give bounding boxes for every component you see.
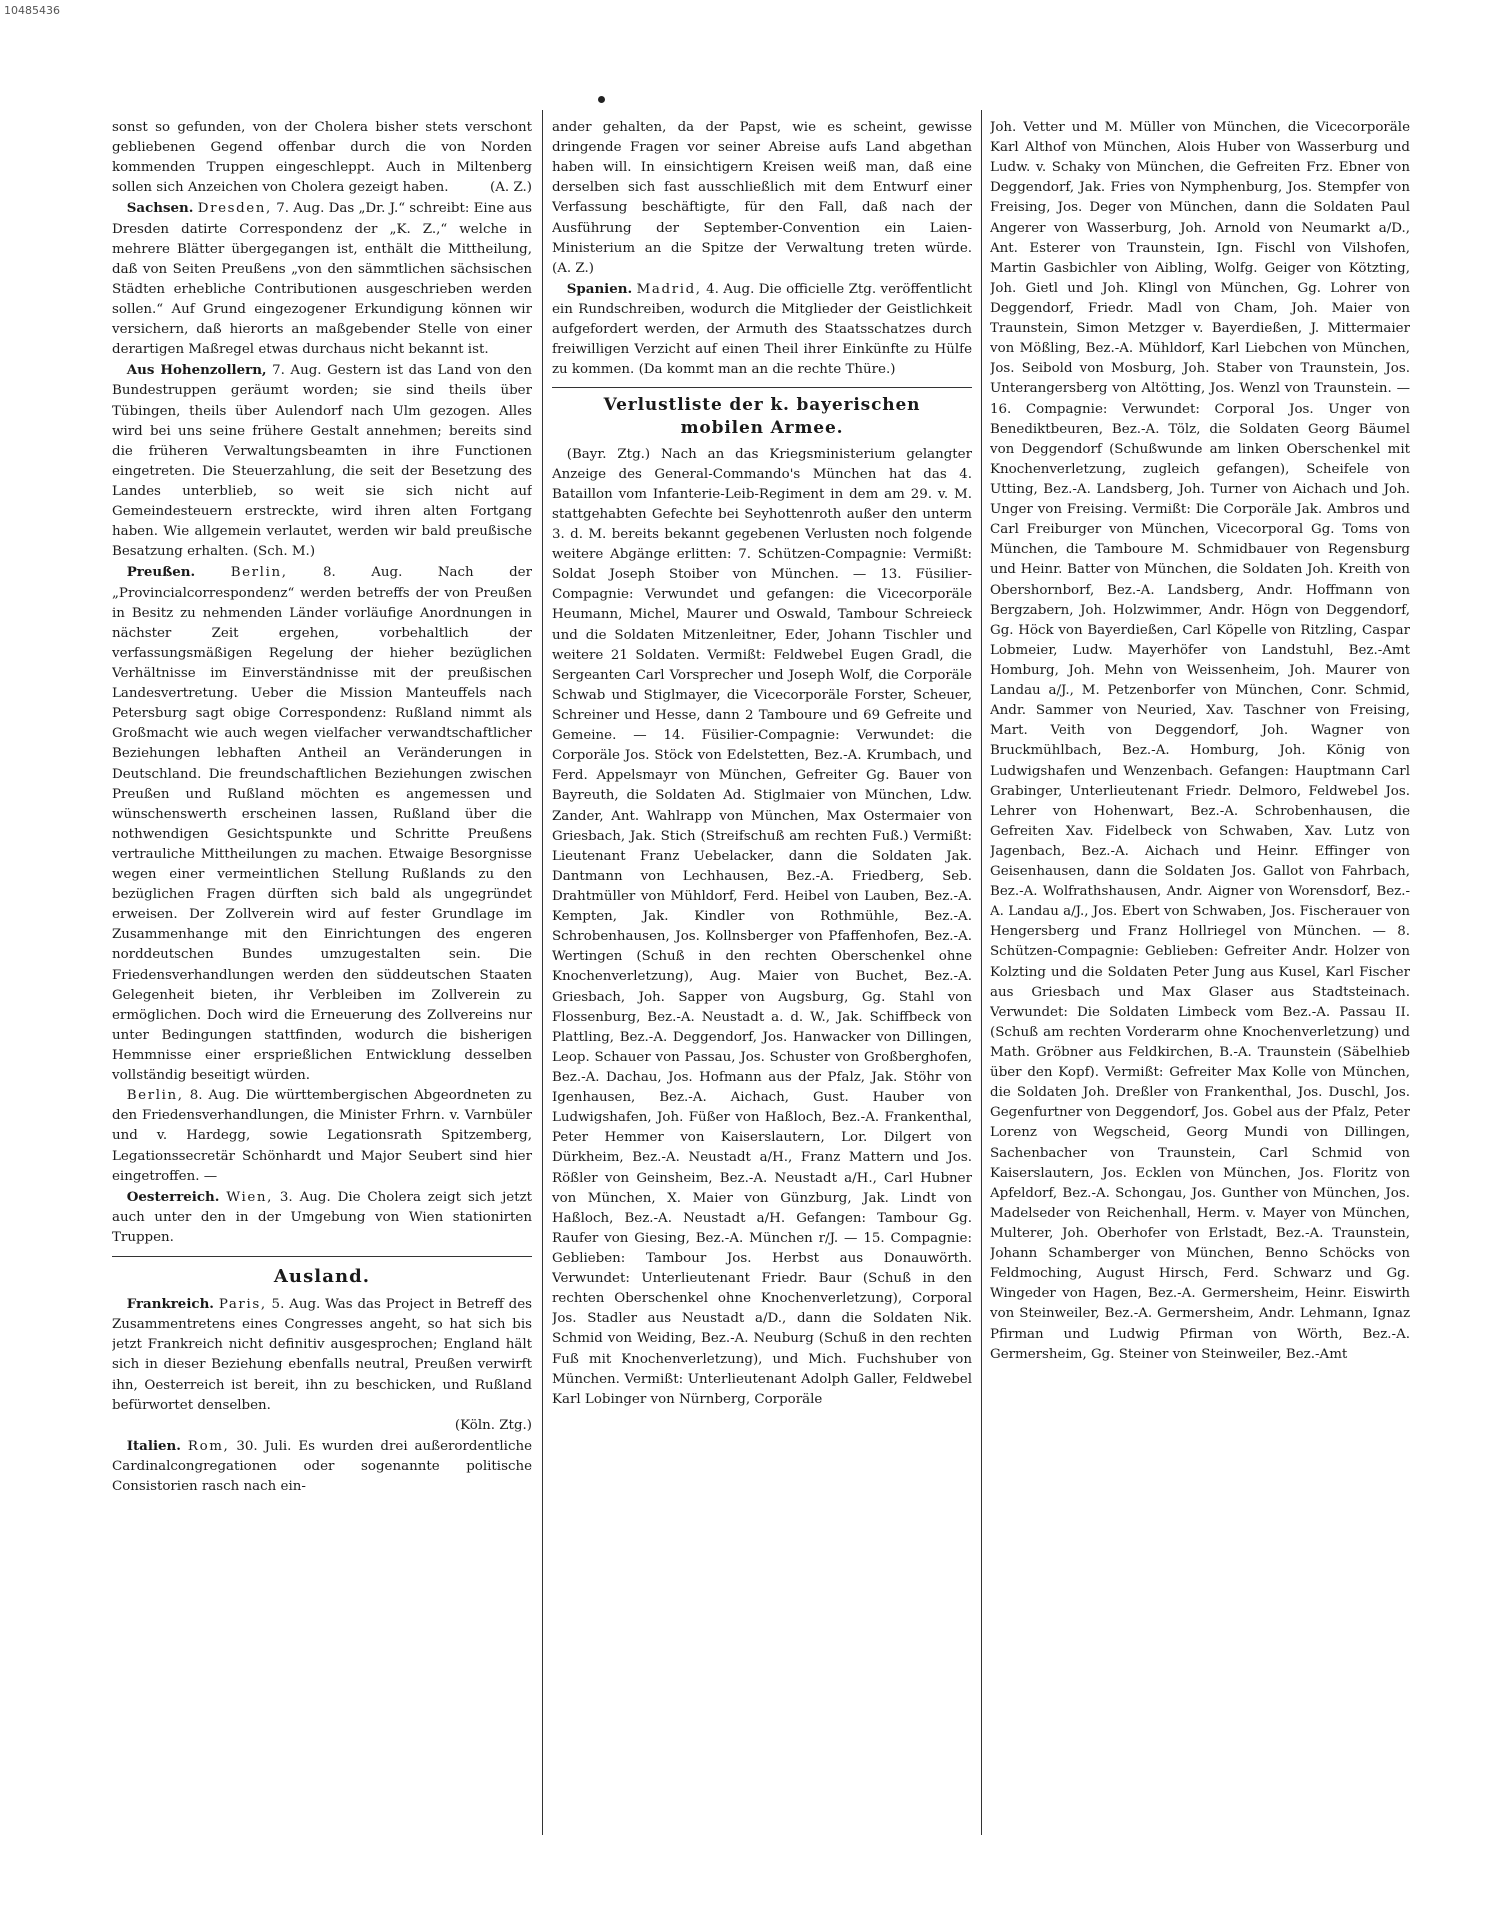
text-body: Joh. Vetter und M. Müller von München, die Vicecorporäle Karl Althof von München, Alois Huber von Wasserburg und Ludw. v. Schaky von München, die Gefreiten Frz. Ebner von Deggendorf, Jak. Fries von Nymphenburg, Jos. Stempfer von Freising, Jos. Deger von München, dann die Soldaten Paul Angerer von Wasserburg, Joh. Arnold von Neumarkt a/D., Ant. Esterer von Traunstein, Ign. Fischl von Vilshofen, Martin Gasbichler von Aibling, Wolfg. Geiger von Kötzting, Joh. Gietl und Joh. Klingl von München, Gg. Lohrer von Deggendorf, Friedr. Madl von Cham, Joh. Maier von Traunstein, Simon Metzger v. Bayerdießen, J. Mittermaier von Mößling, Bez.-A. Mühldorf, Karl Liebchen von München, Jos. Seibold von Mosburg, Joh. Staber von Traunstein, Jos. Unterangersberg von Altötting, Jos. Wenzl von Traunstein. — 16. Compagnie: Verwundet: Corporal Jos. Unger von Benediktbeuren, Bez.-A. Tölz, die Soldaten Georg Bäumel von Deggendorf (Schußwunde am linken Oberschenkel mit Knochenverletzung, zugleich gefangen), Scheifele von Utting, Bez.-A. Landsberg, Joh. Turner von Aichach und Joh. Unger von Freising. Vermißt: Die Corporäle Jak. Ambros und Carl Freiburger von München, Vicecorporal Gg. Toms von München, die Tamboure M. Schmidbauer von Regensburg und Heinr. Batter von München, die Soldaten Joh. Kreith von Obershornborf, Bez.-A. Landsberg, Andr. Hoffmann von Bergzabern, Joh. Holzwimmer, Andr. Högn von Deggendorf, Gg. Höck von Bayerdießen, Carl Köpelle von Ritzling, Caspar Lobmeier, Ludw. Mayerhöfer von Landstuhl, Bez.-Amt Homburg, Joh. Mehn von Weissenheim, Joh. Maurer von Landau a/J., M. Petzenborfer von München, Conr. Schmid, Andr. Sammer von Neuried, Xav. Taschner von Freising, Mart. Veith von Deggendorf, Joh. Wagner von Bruckmühlbach, Bez.-A. Homburg, Joh. König von Ludwigshafen und Wenzenbach. Gefangen: Hauptmann Carl Grabinger, Unterlieutenant Friedr. Delmoro, Feldwebel Jos. Lehrer von Hohenwart, Bez.-A. Schrobenhausen, die Gefreiten Xav. Fidelbeck von Schwaben, Xav. Lutz von Jagenbach, Bez.-A. Aichach und Heinr. Effinger von Geisenhausen, dann die Soldaten Jos. Gallot von Fahrbach, Bez.-A. Wolfrathshausen, Andr. Aigner von Worensdorf, Bez.-A. Landau a/J., Jos. Ebert von Schwaben, Jos. Fischerauer von Hengersberg und Franz Hollriegel von München. — 8. Schützen-Compagnie: Geblieben: Gefreiter Andr. Holzer von Kolzting und die Soldaten Peter Jung aus Kusel, Karl Fischer aus Griesbach und Max Glaser aus Stadtsteinach. Verwundet: Die Soldaten Limbeck vom Bez.-A. Passau II. (Schuß am rechten Vorderarm ohne Knochenverletzung) und Math. Gröbner aus Feldkirchen, B.-A. Traunstein (Säbelhieb über den Kopf). Vermißt: Gefreiter Max Kolle von München, die Soldaten Joh. Dreßler von Frankenthal, Jos. Duschl, Jos. Gegenfurtner von Deggendorf, Jos. Gobel aus der Pfalz, Peter Lorenz von Wegscheid, Georg Mundi von Dillingen, Sachenbacher von Traunstein, Carl Schmid von Kaiserslautern, Jos. Ecklen von München, Jos. Floritz von Apfeldorf, Bez.-A. Schongau, Jos. Gunther von München, Jos. Madelseder von Reichenhall, Herm. v. Mayer von München, Multerer, Joh. Oberhofer von Erlstadt, Bez.-A. Traunstein, Johann Schamberger von München, Benno Schöcks von Feldmoching, August Hirsch, Ferd. Schwarz und Gg. Wingeder von Hagen, Bez.-A. Germersheim, Heinr. Eiswirth von Steinweiler, Bez.-A. Germersheim, Andr. Lehmann, Ignaz Pfirman und Ludwig Pfirman von Wörth, Bez.-A. Germersheim, Gg. Steiner von Steinweiler, Bez.-Amt xyxy=(990,120,1410,1362)
article-frankreich xyxy=(112,1294,532,1436)
article-text xyxy=(112,198,532,360)
article-cholera-end xyxy=(112,118,532,198)
text-body: 5. Aug. Was das Project in Betreff des Zusammentretens eines Congresses angeht, so hat sich bis jetzt Frankreich nicht definitiv ausgesprochen; England hält sich in dieser Beziehung ebenfalls neutral, Preußen verwirft ihn, Oesterreich ist bereit, ihn zu beschicken, und Rußland befürwortet denselben. xyxy=(112,1297,532,1413)
source-credit: (A. Z.) xyxy=(552,260,594,276)
article-lead: Aus Hohenzollern, xyxy=(126,362,267,379)
column-rule-1 xyxy=(542,110,543,1835)
article-text xyxy=(112,1436,532,1497)
source-credit: (Köln. Ztg.) xyxy=(454,1417,532,1433)
article-lead: Frankreich. xyxy=(126,1296,214,1313)
article-text xyxy=(112,562,532,1086)
column-2 xyxy=(552,118,972,1838)
page-ornament-dot xyxy=(598,96,605,103)
text-body: ander gehalten, da der Papst, wie es scheint, gewisse dringende Fragen vor seiner Abreise aufs Land abgethan haben will. In einsichtigern Kreisen weiß man, daß eine derselben sich fast ausschließlich mit dem Entwurf einer Verfassung beschäftigte, für den Fall, daß nach der Ausführung der September-Convention ein Laien-Ministerium an die Spitze der Verwaltung treten würde. xyxy=(552,120,972,256)
dateline-place: Wien, xyxy=(226,1189,273,1205)
text-body: 30. Juli. Es wurden drei außerordentliche Cardinalcongregationen oder sogenannte politische Consistorien rasch nach ein- xyxy=(112,1438,532,1495)
article-lead: Italien. xyxy=(126,1437,181,1454)
dateline-place: Berlin, xyxy=(126,1088,184,1104)
article-text xyxy=(112,1416,532,1436)
column-1 xyxy=(112,118,532,1838)
casualty-list xyxy=(552,445,972,1410)
casualty-list-heading xyxy=(552,394,972,438)
article-text xyxy=(112,360,532,562)
text-body: 3. Aug. Die Cholera zeigt sich jetzt auch unter den in der Umgebung von Wien stationirten Truppen. xyxy=(112,1189,532,1246)
casualty-list-continued xyxy=(990,118,1410,1365)
section-divider xyxy=(112,1256,532,1257)
column-rule-2 xyxy=(981,110,982,1835)
article-lead: Sachsen. xyxy=(126,200,194,217)
text-body: 4. Aug. Die officielle Ztg. veröffentlicht ein Rundschreiben, wodurch die Mitglieder der Geistlichkeit aufgefordert werden, der Armuth des Staatsschatzes durch freiwilligen Verzicht auf einen Theil ihrer Einkünfte zu Hülfe zu kommen. (Da kommt man an die rechte Thüre.) xyxy=(552,281,972,378)
text-body: sonst so gefunden, von der Cholera bisher stets verschont gebliebenen Gegend offenbar durch die von Norden kommenden Truppen eingeschleppt. Auch in Miltenberg sollen sich Anzeichen von Cholera gezeigt haben. xyxy=(112,120,532,196)
heading-line: Verlustliste der k. bayerischen xyxy=(603,395,921,416)
article-italien xyxy=(112,1436,532,1497)
page-id-stamp: 10485436 xyxy=(4,4,60,17)
dateline-place: Berlin, xyxy=(230,565,288,581)
source-credit: (Sch. M.) xyxy=(252,544,316,560)
article-lead: Oesterreich. xyxy=(126,1188,220,1205)
article-text xyxy=(552,118,972,279)
article-sachsen xyxy=(112,198,532,360)
article-oesterreich xyxy=(112,1187,532,1248)
text-body: 7. Aug. Gestern ist das Land von den Bundestruppen geräumt worden; sie sind theils über Tübingen, theils über Aulendorf nach Ulm gezogen. Alles wird bei uns seine frühere Gestalt annehmen; bereits sind die früheren Verwaltungsbeamten in ihre Functionen eingetreten. Die Steuerzahlung, die seit der Besetzung des Landes unterblieb, so weit sie sich nicht auf Gemeindesteuern erstreckte, wird ihren alten Fortgang haben. Wie allgemein verlautet, werden wir bald preußische Besatzung erhalten. xyxy=(112,363,532,560)
heading-line: mobilen Armee. xyxy=(680,417,844,438)
article-text xyxy=(112,1086,532,1187)
text-body: 8. Aug. Die württembergischen Abgeordneten zu den Friedensverhandlungen, die Minister Frhrn. v. Varnbüler und v. Hardegg, sowie Legationsrath Spitzemberg, Legationssecretär Schönhardt und Major Seubert sind hier eingetroffen. — xyxy=(112,1088,532,1184)
source-credit: (A. Z.) xyxy=(490,180,532,196)
article-spanien xyxy=(552,279,972,381)
article-lead: Preußen. xyxy=(126,564,196,581)
section-divider xyxy=(552,387,972,388)
article-text xyxy=(112,118,532,198)
article-text xyxy=(112,1294,532,1416)
text-body: 8. Aug. Nach der „Provincialcorrespondenz“ werden betreffs der von Preußen in Besitz zu nehmenden Länder vorläufige Anordnungen in nächster Zeit ergehen, vorbehaltlich der verfassungsmäßigen Regelung der hieher bezüglichen Verhältnisse im Einverständnisse mit der preußischen Landesvertretung. Ueber die Mission Manteuffels nach Petersburg sagt obige Correspondenz: Rußland nimmt als Großmacht wie auch wegen vielfacher verwandtschaftlicher Beziehungen lebhaften Antheil an Veränderungen in Deutschland. Die freundschaftlichen Beziehungen zwischen Preußen und Rußland möchten es angemessen und wünschenswerth erscheinen lassen, Rußland über die nothwendigen Gesichtspunkte und Schritte Preußens vertrauliche Mittheilungen zu machen. Etwaige Besorgnisse wegen einer vermeintlichen Stellung Rußlands zu den bezüglichen Fragen dürften sich bald als ungegründet erweisen. Der Zollverein wird auf fester Grundlage im Zusammenhange mit den Einrichtungen des engeren norddeutschen Bundes umzugestalten sein. Die Friedensverhandlungen werden den süddeutschen Staaten Gelegenheit bieten, ihr Verbleiben im Zollverein zu ermöglichen. Doch wird die Erneuerung des Zollvereins nur unter Bedingungen stattfinden, wodurch die bisherigen Hemmnisse einer ersprießlichen Entwicklung desselben vollständig beseitigt würden. xyxy=(112,565,532,1084)
article-text xyxy=(552,445,972,1410)
dateline-place: Paris, xyxy=(218,1297,267,1313)
article-italien-continued xyxy=(552,118,972,279)
column-3 xyxy=(990,118,1410,1838)
text-body: 7. Aug. Das „Dr. J.“ schreibt: Eine aus Dresden datirte Correspondenz der „K. Z.,“ welche in mehrere Blätter übergegangen ist, enthält die Mittheilung, daß von Seiten Preußens „von den sämmtlichen sächsischen Städten erhebliche Contributionen ausgeschrieben werden sollen.“ Auf Grund eingezogener Erkundigung können wir versichern, daß hierorts an maßgebender Stelle von einer derartigen Maßregel etwas durchaus nicht bekannt ist. xyxy=(112,201,532,358)
article-text xyxy=(112,1187,532,1248)
text-body: (Bayr. Ztg.) Nach an das Kriegsministerium gelangter Anzeige des General-Commando's München hat das 4. Bataillon vom Infanterie-Leib-Regiment in dem am 29. v. M. stattgehabten Gefechte bei Seyhottenroth außer den unterm 3. d. M. bereits bekannt gegebenen Verlusten noch folgende weitere Abgänge erlitten: 7. Schützen-Compagnie: Vermißt: Soldat Joseph Stoiber von München. — 13. Füsilier-Compagnie: Verwundet und gefangen: die Vicecorporäle Heumann, Michel, Maurer und Oswald, Tambour Schreieck und die Soldaten Mitzenleitner, Eder, Johann Tischler und weitere 21 Soldaten. Vermißt: Feldwebel Eugen Gradl, die Sergeanten Carl Vorsprecher und Joseph Wolf, die Corporäle Schwab und Stiglmayer, die Vicecorporäle Forster, Scheuer, Schreiner und Hesse, dann 2 Tamboure und 69 Gefreite und Gemeine. — 14. Füsilier-Compagnie: Verwundet: die Corporäle Jos. Stöck von Edelstetten, Bez.-A. Krumbach, und Ferd. Appelsmayr von München, Gefreiter Gg. Bauer von Bayreuth, die Soldaten Ad. Stiglmaier von München, Ldw. Zander, Ant. Wahlrapp von München, Max Ostermaier von Griesbach, Jak. Stich (Streifschuß am rechten Fuß.) Vermißt: Lieutenant Franz Uebelacker, dann die Soldaten Jak. Dantmann von Lechhausen, Bez.-A. Friedberg, Seb. Drahtmüller von Mühldorf, Ferd. Heibel von Lauben, Bez.-A. Kempten, Jak. Kindler von Rothmühle, Bez.-A. Schrobenhausen, Jos. Kollnsberger von Pfaffenhofen, Bez.-A. Wertingen (Schuß in den rechten Oberschenkel ohne Knochenverletzung), Aug. Maier von Buchet, Bez.-A. Griesbach, Joh. Sapper von Augsburg, Gg. Stahl von Flossenburg, Bez.-A. Neustadt a. d. W., Jak. Schiffbeck von Plattling, Bez.-A. Deggendorf, Jos. Hanwacker von Dillingen, Leop. Schauer von Passau, Jos. Schuster von Großberghofen, Bez.-A. Dachau, Jos. Hofmann aus der Pfalz, Jak. Stöhr von Igenhausen, Bez.-A. Aichach, Gust. Hauber von Ludwigshafen, Joh. Füßer von Haßloch, Bez.-A. Frankenthal, Peter Hemmer von Kaiserslautern, Lor. Dilgert von Dürkheim, Bez.-A. Neustadt a/H., Franz Mattern und Jos. Rößler von Geinsheim, Bez.-A. Neustadt a/H., Carl Hubner von München, X. Maier von Günzburg, Jak. Lindt von Haßloch, Bez.-A. Neustadt a/H. Gefangen: Tambour Gg. Raufer von Giesing, Bez.-A. München r/J. — 15. Compagnie: Geblieben: Tambour Jos. Herbst aus Donauwörth. Verwundet: Unterlieutenant Friedr. Baur (Schuß in den rechten Oberschenkel ohne Knochenverletzung), Corporal Jos. Stadler aus Neustadt a/D., dann die Soldaten Nik. Schmid von Weiding, Bez.-A. Neuburg (Schuß in den rechten Fuß mit Knochenverletzung), und Mich. Fuchshuber von München. Vermißt: Unterlieutenant Adolph Galler, Feldwebel Karl Lobinger von Nürnberg, Corporäle xyxy=(552,446,972,1407)
article-text xyxy=(990,118,1410,1365)
dateline-place: Rom, xyxy=(187,1438,230,1454)
dateline-place: Madrid, xyxy=(636,281,702,297)
article-hohenzollern xyxy=(112,360,532,562)
article-text xyxy=(552,279,972,381)
article-preussen xyxy=(112,562,532,1186)
dateline-place: Dresden, xyxy=(197,201,272,217)
article-lead: Spanien. xyxy=(566,280,633,297)
section-heading-ausland: Ausland. xyxy=(273,1266,371,1288)
